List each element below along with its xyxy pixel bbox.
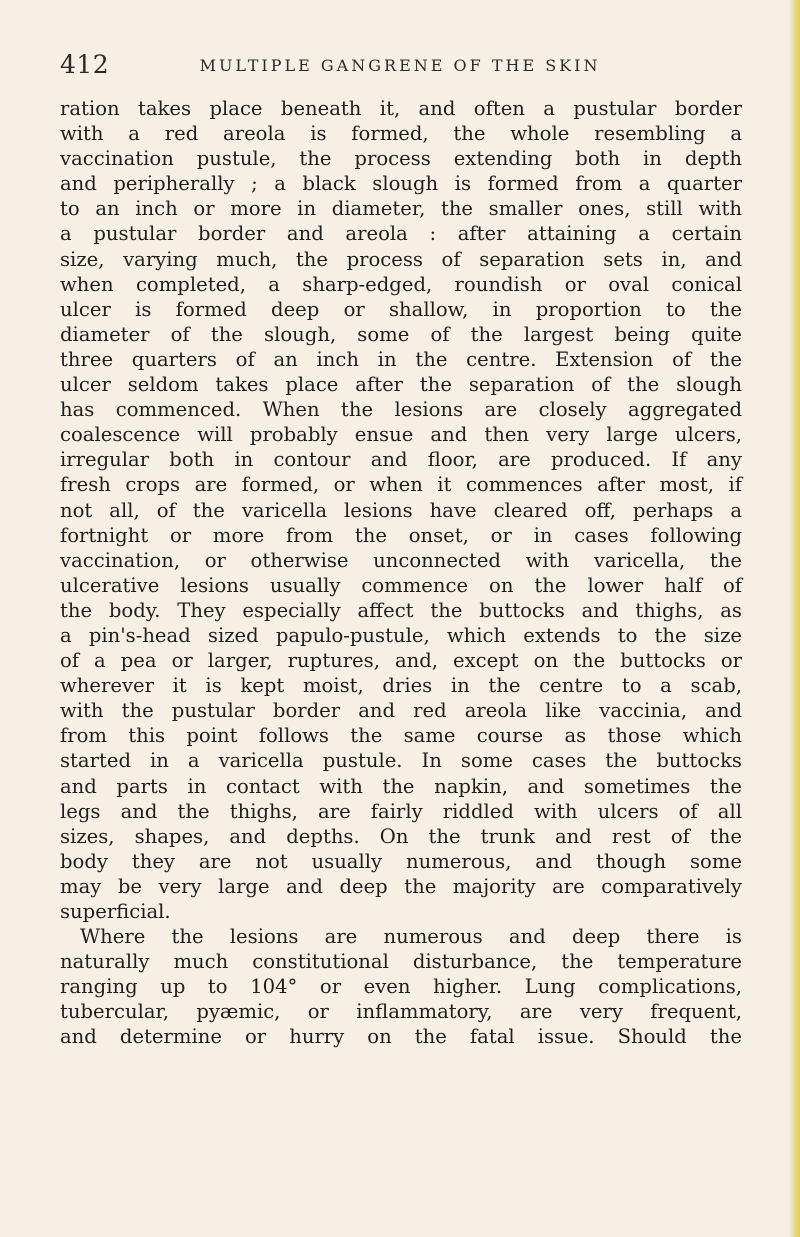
text-line: and peripherally ; a black slough is formed from a quarter: [60, 172, 742, 196]
text-line: body they are not usually numerous, and though some: [60, 849, 742, 873]
text-line: vaccination pustule, the process extending both in depth: [60, 147, 742, 171]
text-line: ulcer seldom takes place after the separation of the slough: [60, 373, 742, 397]
text-line: when completed, a sharp-edged, roundish or oval conical: [60, 272, 742, 296]
text-line: irregular both in contour and floor, are produced. If any: [60, 448, 742, 472]
running-head: MULTIPLE GANGRENE OF THE SKIN: [199, 56, 601, 75]
text-line: vaccination, or otherwise unconnected with varicella, the: [60, 548, 742, 572]
text-line: superficial.: [60, 900, 171, 923]
paragraph-start-line: Where the lesions are numerous and deep there is: [80, 925, 742, 949]
body-text: [60, 96, 742, 1050]
text-line: not all, of the varicella lesions have cleared off, perhaps a: [60, 498, 742, 522]
text-line: tubercular, pyæmic, or inflammatory, are very frequent,: [60, 1000, 742, 1024]
text-line: three quarters of an inch in the centre. Extension of the: [60, 347, 742, 371]
text-line: a pin's-head sized papulo-pustule, which extends to the size: [60, 623, 742, 647]
text-line: ulcer is formed deep or shallow, in proportion to the: [60, 297, 742, 321]
text-line: to an inch or more in diameter, the smaller ones, still with: [60, 197, 742, 221]
text-line: coalescence will probably ensue and then very large ulcers,: [60, 423, 742, 447]
text-line: diameter of the slough, some of the largest being quite: [60, 322, 742, 346]
text-line: with a red areola is formed, the whole resembling a: [60, 122, 742, 146]
text-line: legs and the thighs, are fairly riddled with ulcers of all: [60, 799, 742, 823]
text-line: the body. They especially affect the buttocks and thighs, as: [60, 598, 742, 622]
text-line: from this point follows the same course as those which: [60, 724, 742, 748]
text-line: ration takes place beneath it, and often a pustular border: [60, 97, 742, 120]
text-line: started in a varicella pustule. In some cases the buttocks: [60, 749, 742, 773]
text-line: size, varying much, the process of separation sets in, and: [60, 247, 742, 271]
page-edge: [790, 0, 800, 1237]
text-line: of a pea or larger, ruptures, and, except on the buttocks or: [60, 649, 742, 673]
text-line: ranging up to 104° or even higher. Lung complications,: [60, 975, 742, 999]
text-line: a pustular border and areola : after attaining a certain: [60, 222, 742, 246]
text-line: with the pustular border and red areola like vaccinia, and: [60, 699, 742, 723]
text-line: wherever it is kept moist, dries in the centre to a scab,: [60, 674, 742, 698]
text-line: naturally much constitutional disturbance, the temperature: [60, 950, 742, 974]
page-number: 412: [60, 50, 110, 79]
text-line: and determine or hurry on the fatal issue. Should the: [60, 1025, 742, 1049]
text-line: has commenced. When the lesions are closely aggregated: [60, 398, 742, 422]
text-line: fresh crops are formed, or when it commences after most, if: [60, 473, 742, 497]
text-line: and parts in contact with the napkin, and sometimes the: [60, 774, 742, 798]
text-line: may be very large and deep the majority are comparatively: [60, 874, 742, 898]
text-line: ulcerative lesions usually commence on the lower half of: [60, 573, 742, 597]
page-header: [60, 50, 740, 86]
text-line: fortnight or more from the onset, or in cases following: [60, 523, 742, 547]
text-line: sizes, shapes, and depths. On the trunk and rest of the: [60, 824, 742, 848]
